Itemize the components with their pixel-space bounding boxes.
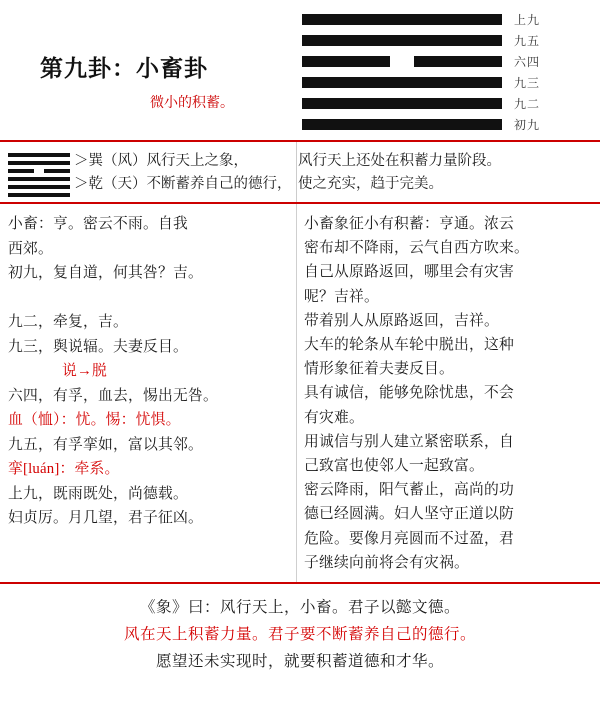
yin-line-right bbox=[414, 56, 502, 67]
text-line: 西郊。 bbox=[8, 240, 53, 257]
hexagram-line-label: 九三 bbox=[514, 76, 541, 90]
text-line: 情形象征着夫妻反目。 bbox=[304, 361, 454, 378]
hexagram-line bbox=[8, 192, 70, 199]
text-line: 妇贞厉。月几望，君子征凶。 bbox=[8, 510, 203, 526]
hexagram-line bbox=[8, 184, 70, 191]
text-line: 九五，有孚挛如，富以其邻。 bbox=[8, 436, 203, 453]
text-line: 小畜象征小有积蓄：亨通。浓云 bbox=[304, 216, 514, 232]
yang-line bbox=[302, 35, 502, 46]
hexagram-line-label: 九二 bbox=[514, 97, 541, 111]
text-line: 呢？吉祥。 bbox=[304, 288, 379, 305]
text-line: 上九，既雨既处，尚德载。 bbox=[8, 485, 188, 502]
text-line: 小畜：亨。密云不雨。自我 bbox=[8, 216, 188, 232]
original-text-column bbox=[0, 204, 292, 531]
yang-line bbox=[8, 177, 70, 181]
hexagram-line bbox=[8, 152, 70, 159]
hexagram-line bbox=[302, 73, 592, 93]
text-line: 大车的轮条从车轮中脱出，这种 bbox=[304, 337, 514, 354]
yin-line-right bbox=[44, 169, 70, 173]
hexagram-line bbox=[302, 10, 592, 30]
hexagram-line bbox=[8, 168, 70, 175]
text-line: 具有诚信，能够免除忧患，不会 bbox=[304, 385, 514, 402]
page-title: 第九卦：小畜卦 bbox=[40, 56, 208, 81]
hexagram-line bbox=[302, 31, 592, 51]
hexagram-line-label: 九五 bbox=[514, 34, 541, 48]
page-subtitle: 微小的积蓄。 bbox=[150, 96, 234, 111]
yang-line bbox=[8, 161, 70, 165]
yang-line bbox=[302, 77, 502, 88]
annotation-line: 血（恤）：忧。惕：忧惧。 bbox=[8, 412, 181, 428]
text-line: 九三，舆说辐。夫妻反目。 bbox=[8, 338, 188, 355]
hexagram-diagram bbox=[302, 10, 592, 134]
text-line: 密云降雨，阳气蓄止，高尚的功 bbox=[304, 482, 514, 499]
hexagram-line-label: 六四 bbox=[514, 55, 541, 69]
hexagram-line-label: 初九 bbox=[514, 118, 541, 132]
text-line: 己致富也使邻人一起致富。 bbox=[304, 458, 484, 475]
main-body bbox=[0, 204, 600, 584]
trigram-right-text bbox=[298, 150, 594, 196]
translation-column bbox=[298, 204, 600, 575]
trigram-explanation-2: 使之充实，趋于完美。 bbox=[298, 176, 443, 192]
column-separator bbox=[296, 142, 297, 202]
hexagram-line bbox=[8, 176, 70, 183]
yang-line bbox=[8, 193, 70, 197]
yin-line-left bbox=[8, 169, 34, 173]
yang-line bbox=[302, 98, 502, 109]
text-line: 带着别人从原路返回，吉祥。 bbox=[304, 312, 499, 329]
footer-section bbox=[0, 584, 600, 675]
yang-line bbox=[8, 185, 70, 189]
column-separator bbox=[296, 204, 297, 582]
hexagram-line bbox=[302, 115, 592, 135]
text-line: 有灾难。 bbox=[304, 409, 364, 426]
hexagram-line-label: 上九 bbox=[514, 13, 541, 27]
yin-line-left bbox=[302, 56, 390, 67]
xiang-explanation: 风在天上积蓄力量。君子要不断蓄养自己的德行。 bbox=[123, 626, 476, 643]
text-line: 子继续向前将会有灾祸。 bbox=[304, 554, 469, 571]
text-line bbox=[8, 286, 286, 311]
text-line: 危险。要像月亮圆而不过盈，君 bbox=[304, 530, 514, 547]
hexagram-line bbox=[302, 94, 592, 114]
text-line: 德已经圆满。妇人坚守正道以防 bbox=[304, 506, 514, 523]
annotation-line: 说→脱 bbox=[62, 363, 107, 379]
hexagram-line bbox=[302, 52, 592, 72]
xiang-quote: 《象》曰：风行天上，小畜。君子以懿文德。 bbox=[139, 599, 460, 616]
text-line: 九二，牵复，吉。 bbox=[8, 314, 128, 330]
text-line: 用诚信与别人建立紧密联系，自 bbox=[304, 433, 514, 450]
text-line: 初九，复自道，何其咎？吉。 bbox=[8, 265, 203, 281]
trigram-line-upper: ＞巽（风）风行天上之象， bbox=[74, 153, 248, 169]
trigram-explanation-1: 风行天上还处在积蓄力量阶段。 bbox=[298, 153, 501, 169]
trigram-left-text bbox=[74, 150, 292, 196]
trigram-line-lower: ＞乾（天）不断蓄养自己的德行， bbox=[74, 176, 292, 192]
yang-line bbox=[8, 153, 70, 157]
title-block bbox=[0, 0, 300, 140]
text-line: 密布却不降雨，云气自西方吹来。 bbox=[304, 240, 529, 257]
yang-line bbox=[302, 14, 502, 25]
small-hexagram-diagram bbox=[8, 152, 70, 200]
annotation-line: 挛[luán]：牵系。 bbox=[8, 461, 120, 477]
yang-line bbox=[302, 119, 502, 130]
xiang-summary: 愿望还未实现时，就要积蓄道德和才华。 bbox=[155, 653, 444, 670]
text-line: 自己从原路返回，哪里会有灾害 bbox=[304, 264, 514, 281]
hexagram-line bbox=[8, 160, 70, 167]
text-line: 六四，有孚，血去，惕出无咎。 bbox=[8, 387, 218, 404]
page-header bbox=[0, 0, 600, 140]
trigram-section bbox=[0, 142, 600, 204]
